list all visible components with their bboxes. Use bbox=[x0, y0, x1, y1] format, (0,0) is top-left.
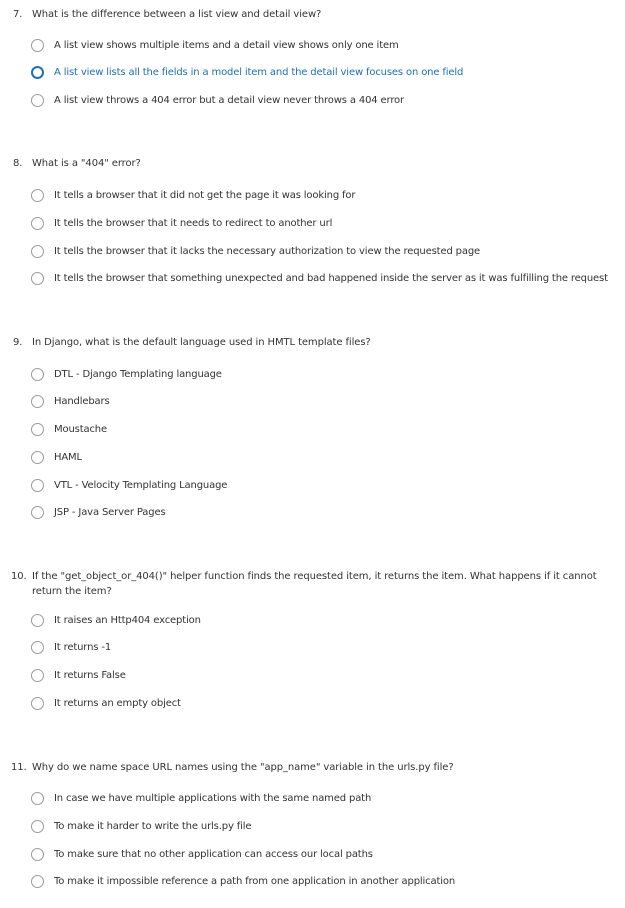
answer-label[interactable]: A list view lists all the fields in a model item and the detail view focuses on one field bbox=[54, 66, 464, 78]
radio-button[interactable] bbox=[31, 451, 44, 464]
question-header bbox=[0, 335, 625, 350]
answer-option[interactable] bbox=[31, 636, 111, 658]
answer-label[interactable]: To make sure that no other application can access our local paths bbox=[54, 848, 373, 860]
radio-button[interactable] bbox=[31, 614, 44, 627]
answer-option[interactable] bbox=[31, 267, 608, 289]
question-header bbox=[0, 7, 625, 22]
question-header bbox=[0, 156, 625, 171]
answer-option[interactable] bbox=[31, 34, 399, 56]
answer-label[interactable]: It tells a browser that it did not get the page it was looking for bbox=[54, 189, 356, 201]
radio-button[interactable] bbox=[31, 272, 44, 285]
answer-label[interactable]: A list view shows multiple items and a detail view shows only one item bbox=[54, 39, 399, 51]
answer-label[interactable]: It returns False bbox=[54, 669, 126, 681]
answer-label[interactable]: Moustache bbox=[54, 423, 107, 435]
answer-option[interactable] bbox=[31, 692, 181, 714]
radio-button[interactable] bbox=[31, 820, 44, 833]
question-number: 10. bbox=[11, 571, 27, 582]
answer-option[interactable] bbox=[31, 787, 371, 809]
radio-button-selected[interactable] bbox=[31, 66, 44, 79]
radio-button[interactable] bbox=[31, 217, 44, 230]
radio-button[interactable] bbox=[31, 94, 44, 107]
radio-button[interactable] bbox=[31, 189, 44, 202]
question-number: 8. bbox=[13, 158, 23, 169]
answer-option[interactable] bbox=[31, 363, 222, 385]
question-number: 11. bbox=[11, 762, 27, 773]
radio-button[interactable] bbox=[31, 875, 44, 888]
radio-button[interactable] bbox=[31, 245, 44, 258]
radio-button[interactable] bbox=[31, 669, 44, 682]
answer-option[interactable] bbox=[31, 815, 251, 837]
answer-option[interactable] bbox=[31, 609, 201, 631]
radio-button[interactable] bbox=[31, 423, 44, 436]
answer-option[interactable] bbox=[31, 446, 82, 468]
answer-option[interactable] bbox=[31, 843, 373, 865]
answer-label[interactable]: It tells the browser that it needs to redirect to another url bbox=[54, 217, 333, 229]
answer-label[interactable]: To make it impossible reference a path from one application in another application bbox=[54, 875, 456, 887]
answer-label[interactable]: In case we have multiple applications with the same named path bbox=[54, 792, 372, 804]
question-7 bbox=[0, 7, 625, 22]
radio-button[interactable] bbox=[31, 39, 44, 52]
radio-button[interactable] bbox=[31, 395, 44, 408]
answer-option[interactable] bbox=[31, 212, 332, 234]
answer-label[interactable]: It returns -1 bbox=[54, 641, 112, 653]
question-10 bbox=[0, 569, 625, 599]
answer-option[interactable] bbox=[31, 89, 404, 111]
radio-button[interactable] bbox=[31, 848, 44, 861]
answer-option[interactable] bbox=[31, 870, 455, 892]
question-8 bbox=[0, 156, 625, 171]
answer-label[interactable]: It tells the browser that something unexpected and bad happened inside the server as it was fulfilling the request bbox=[54, 272, 608, 284]
question-text: Why do we name space URL names using the "app_name" variable in the urls.py file? bbox=[32, 762, 454, 773]
radio-button[interactable] bbox=[31, 479, 44, 492]
radio-button[interactable] bbox=[31, 368, 44, 381]
question-text: What is the difference between a list view and detail view? bbox=[32, 9, 322, 20]
question-header bbox=[0, 760, 625, 775]
question-text: If the "get_object_or_404()" helper function finds the requested item, it returns the item. What happens if it cannot return the item? bbox=[32, 571, 597, 597]
answer-label[interactable]: JSP - Java Server Pages bbox=[54, 506, 166, 518]
radio-button[interactable] bbox=[31, 697, 44, 710]
question-number: 7. bbox=[13, 9, 23, 20]
answer-label[interactable]: DTL - Django Templating language bbox=[54, 368, 222, 380]
radio-button[interactable] bbox=[31, 641, 44, 654]
answer-option[interactable] bbox=[31, 390, 110, 412]
answer-option[interactable] bbox=[31, 501, 166, 523]
answer-option[interactable] bbox=[31, 240, 480, 262]
question-text: What is a "404" error? bbox=[32, 158, 141, 169]
answer-label[interactable]: Handlebars bbox=[54, 395, 110, 407]
question-header bbox=[0, 569, 625, 599]
answer-option-selected[interactable] bbox=[31, 61, 463, 83]
answer-label[interactable]: It returns an empty object bbox=[54, 697, 181, 709]
answer-option[interactable] bbox=[31, 418, 107, 440]
answer-label[interactable]: A list view throws a 404 error but a detail view never throws a 404 error bbox=[54, 94, 404, 106]
question-11 bbox=[0, 760, 625, 775]
radio-button[interactable] bbox=[31, 792, 44, 805]
answer-label[interactable]: HAML bbox=[54, 451, 82, 463]
answer-label[interactable]: To make it harder to write the urls.py file bbox=[54, 820, 252, 832]
radio-button[interactable] bbox=[31, 506, 44, 519]
question-number: 9. bbox=[13, 337, 23, 348]
answer-option[interactable] bbox=[31, 184, 355, 206]
answer-option[interactable] bbox=[31, 474, 227, 496]
answer-label[interactable]: It tells the browser that it lacks the necessary authorization to view the requested page bbox=[54, 245, 481, 257]
question-9 bbox=[0, 335, 625, 350]
answer-option[interactable] bbox=[31, 664, 126, 686]
answer-label[interactable]: VTL - Velocity Templating Language bbox=[54, 479, 228, 491]
question-text: In Django, what is the default language used in HMTL template files? bbox=[32, 337, 371, 348]
answer-label[interactable]: It raises an Http404 exception bbox=[54, 614, 201, 626]
